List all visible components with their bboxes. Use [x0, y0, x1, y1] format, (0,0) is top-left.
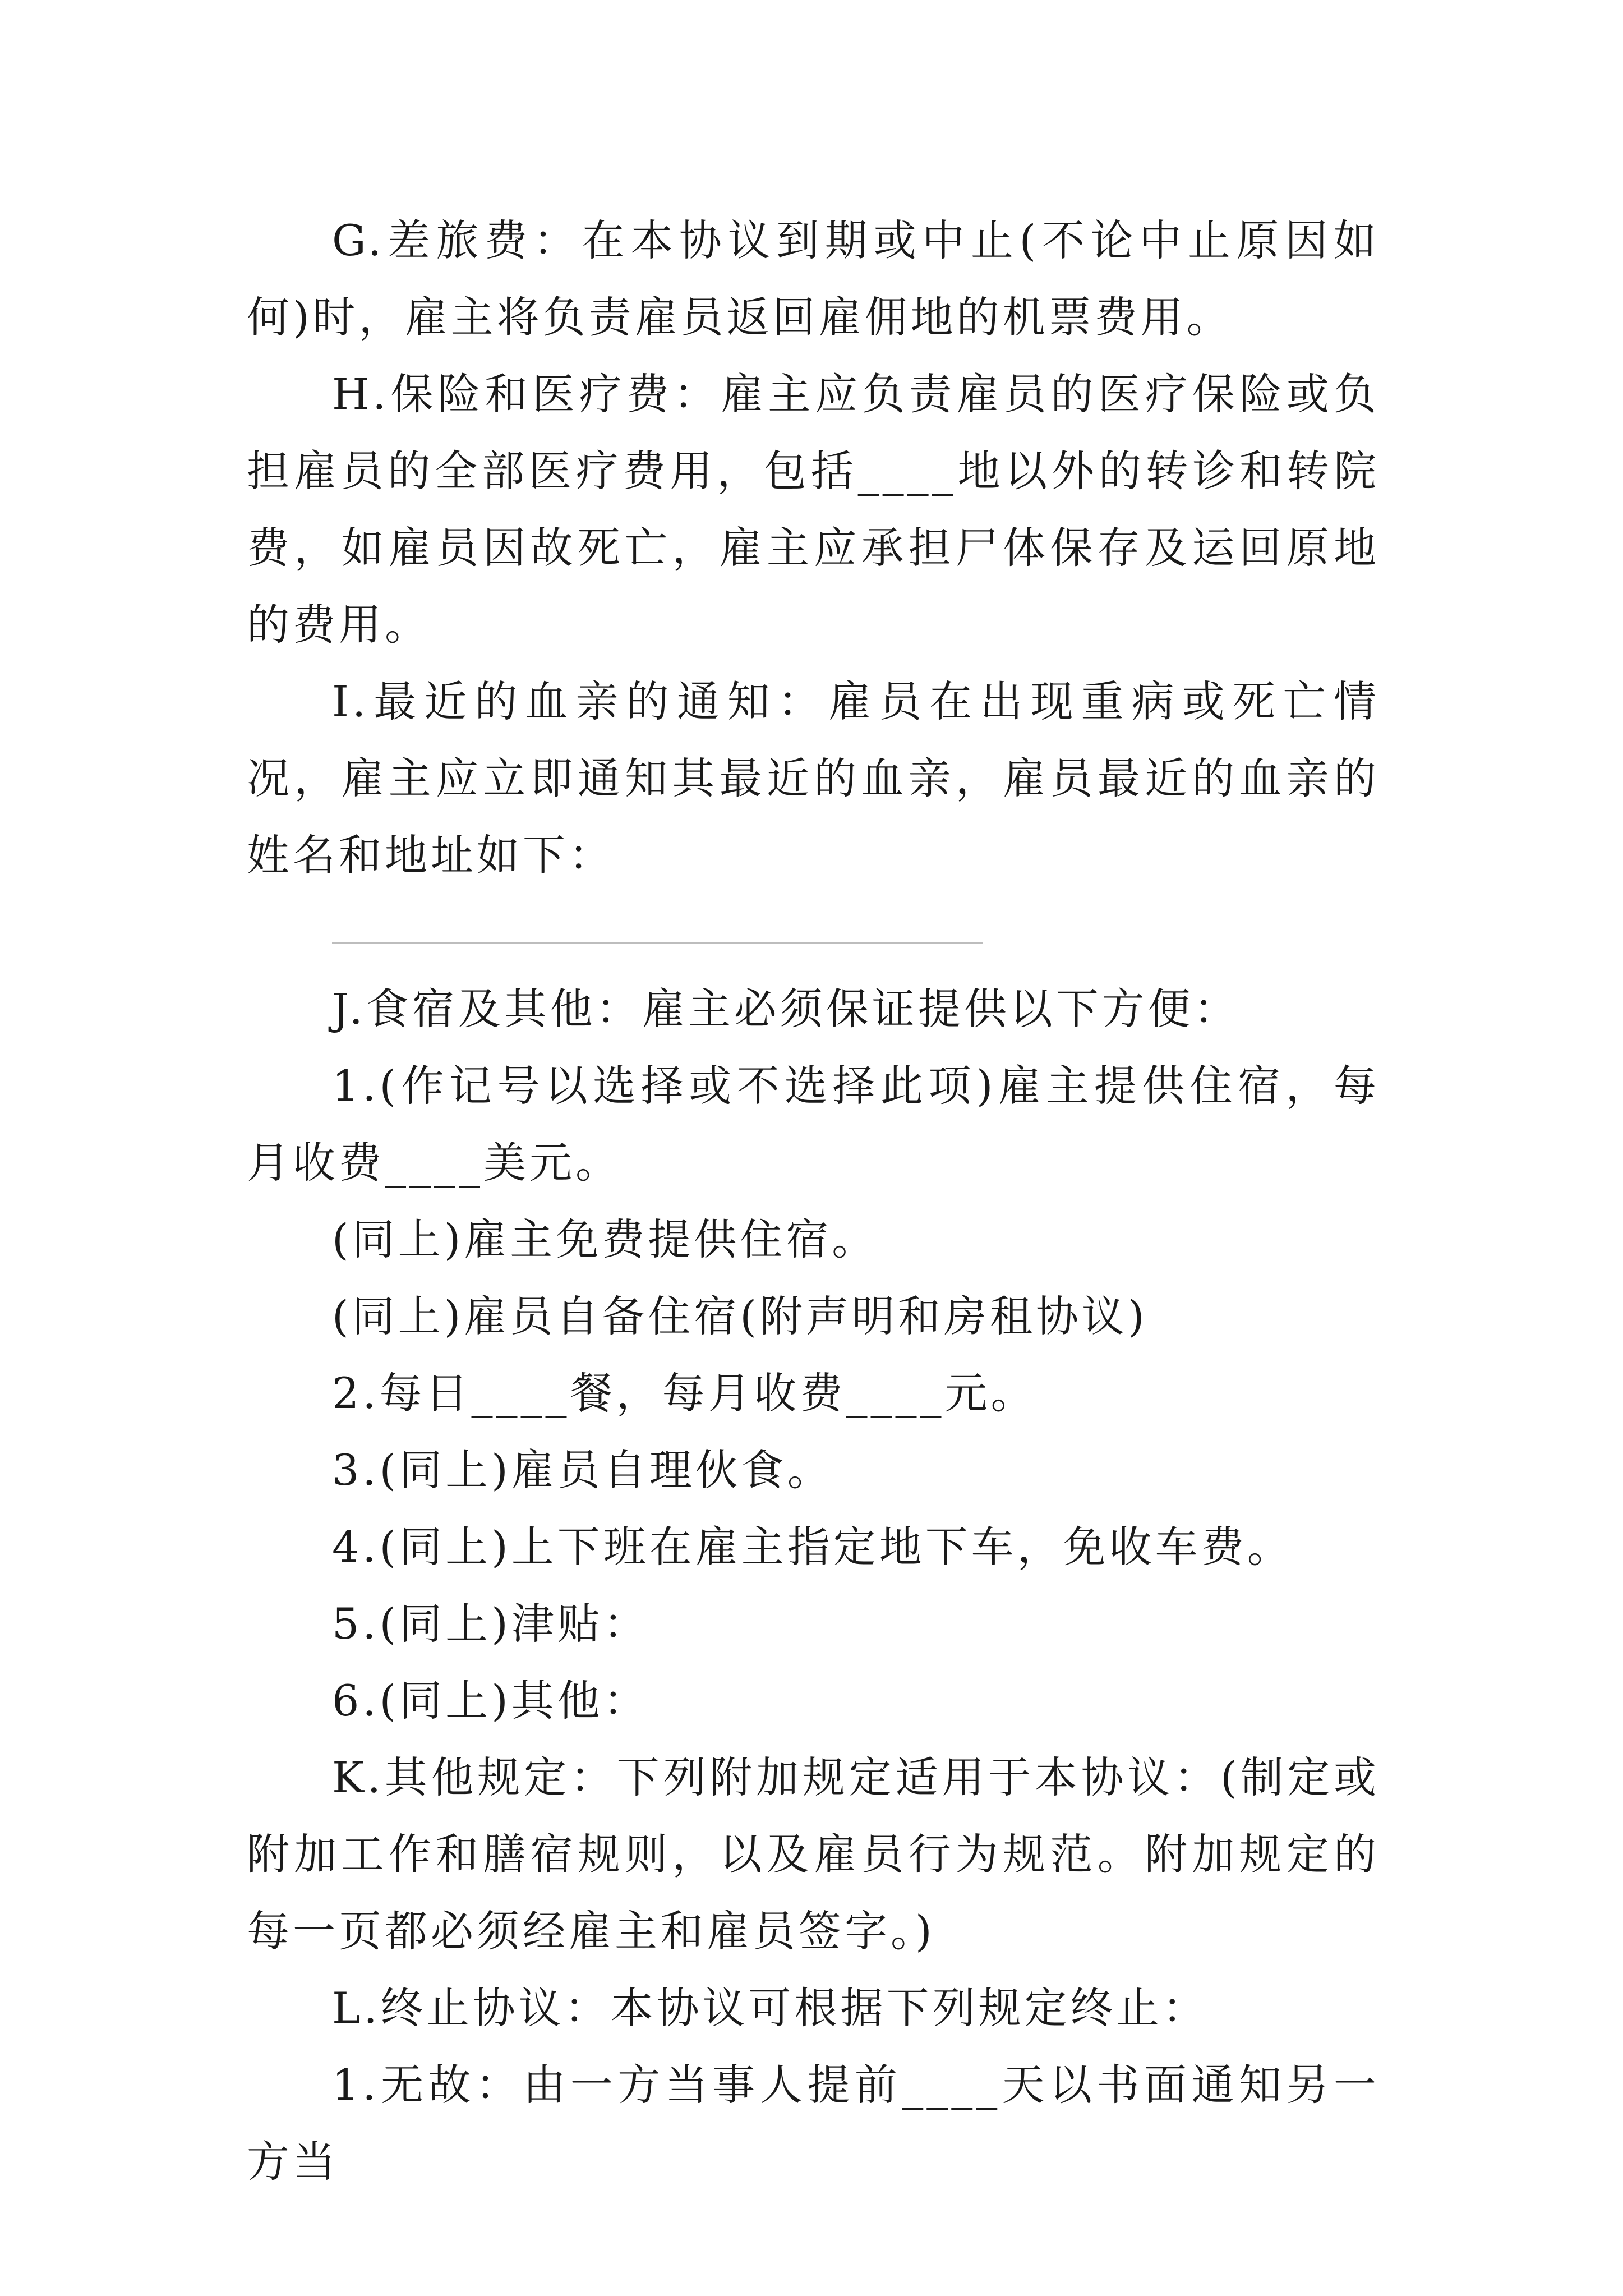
- clause-j-item-2-meals: 2.每日____餐，每月收费____元。: [332, 1368, 1037, 1418]
- clause-l-termination: L.终止协议：本协议可根据下列规定终止：: [332, 1983, 1209, 2033]
- document-body: [247, 202, 1380, 2200]
- clause-i-next-of-kin: I.最近的血亲的通知：雇员在出现重病或死亡情况，雇主应立即通知其最近的血亲，雇员最近的血亲的姓名和地址如下：: [247, 677, 1380, 880]
- clause-j-item-1-housing-fee: 1.(作记号以选择或不选择此项)雇主提供住宿，每月收费____美元。: [247, 1061, 1380, 1188]
- clause-j-item-6-other: 6.(同上)其他：: [332, 1676, 649, 1726]
- clause-j-item-own-housing: (同上)雇员自备住宿(附声明和房租协议): [332, 1291, 1148, 1341]
- clause-j-item-free-housing: (同上)雇主免费提供住宿。: [332, 1214, 878, 1264]
- clause-j-item-4-transport: 4.(同上)上下班在雇主指定地下车，免收车费。: [332, 1522, 1293, 1572]
- clause-j-item-5-allowance: 5.(同上)津贴：: [332, 1599, 649, 1649]
- clause-j-room-board: J.食宿及其他：雇主必须保证提供以下方便：: [332, 984, 1240, 1034]
- clause-j-item-3-own-meals: 3.(同上)雇员自理伙食。: [332, 1445, 833, 1495]
- next-of-kin-fill-line-row: [247, 894, 1380, 970]
- next-of-kin-fill-line: [332, 942, 983, 944]
- clause-k-other-provisions: K.其他规定：下列附加规定适用于本协议：(制定或附加工作和膳宿规则，以及雇员行为规范。附加规定的每一页都必须经雇主和雇员签字。): [247, 1752, 1380, 1956]
- clause-h-insurance-medical: H.保险和医疗费：雇主应负责雇员的医疗保险或负担雇员的全部医疗费用，包括____地以外的转诊和转院费，如雇员因故死亡，雇主应承担尸体保存及运回原地的费用。: [247, 369, 1380, 650]
- clause-g-travel-expenses: G.差旅费：在本协议到期或中止(不论中止原因如何)时，雇主将负责雇员返回雇佣地的机票费用。: [247, 215, 1380, 342]
- clause-l-item-1-without-cause: 1.无故：由一方当事人提前____天以书面通知另一方当: [247, 2060, 1380, 2187]
